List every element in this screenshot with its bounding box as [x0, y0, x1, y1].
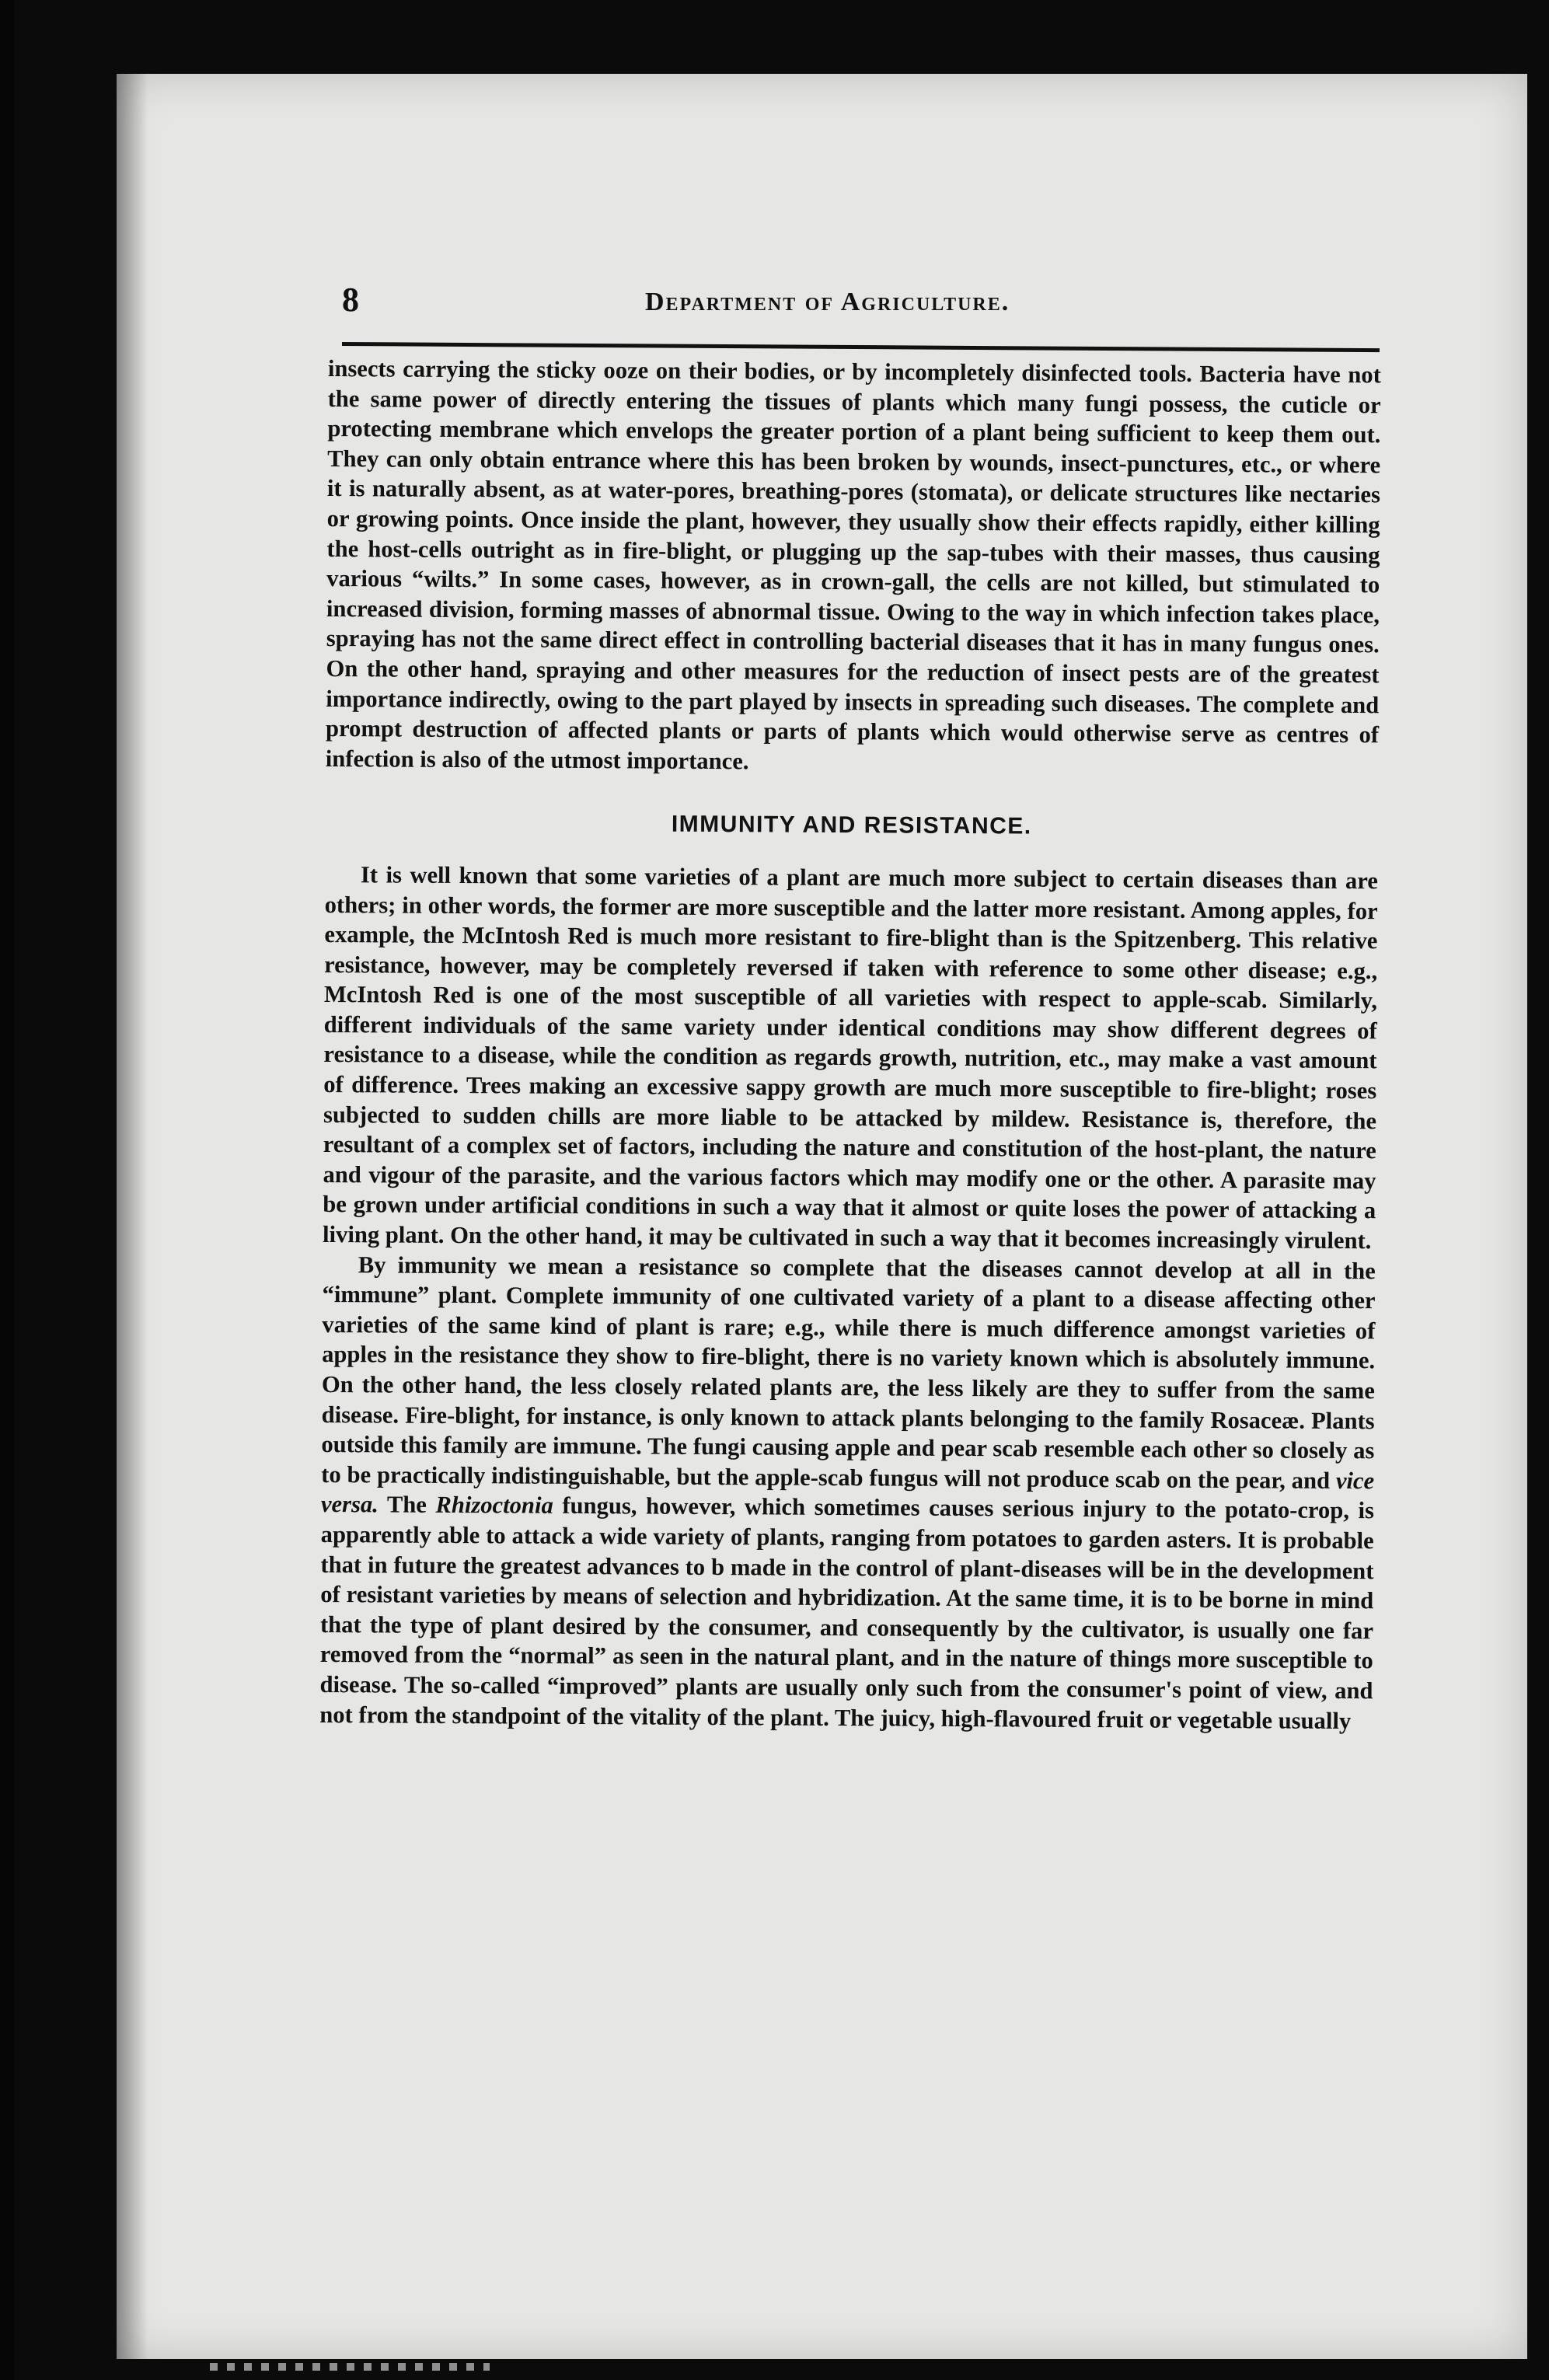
page-header [342, 280, 1376, 326]
scan-artifact [210, 2363, 490, 2371]
paragraph-immunity-intro: It is well known that some varieties of a plant are much more subject to certain diseases than are others; in other words, the former are more susceptible and the latter more resistant. Among apples, for example, the McIntosh Red is much more resistant to fire-blight than is the Spitzenberg. This relative resistance, however, may be completely reversed if taken with reference to some other disease; e.g., McIntosh Red is one of the most susceptible of all varieties with respect to apple-scab. Similarly, different individuals of the same variety under identical conditions may show different degrees of resistance to a disease, while the condition as regards growth, nutrition, etc., may make a vast amount of difference. Trees making an excessive sappy growth are much more susceptible to fire-blight; roses subjected to sudden chills are more liable to be attacked by mildew. Resistance is, therefore, the resultant of a complex set of factors, including the nature and constitution of the host-plant, the nature and vigour of the parasite, and the various factors which may modify one or the other. A parasite may be grown under artificial conditions in such a way that it almost or quite loses the power of attacking a living plant. On the other hand, it may be cultivated in such a way that it becomes increasingly virulent. [322, 861, 1378, 1255]
paragraph-immunity-definition [319, 1250, 1376, 1736]
text-run: By immunity we mean a resistance so complete that the diseases cannot develop at all in the “immune” plant. Complete immunity of one cultivated variety of a plant to a disease affecting other varieties of the same kind of plant is rare; e.g., while there is much difference amongst varieties of apples in the resistance they show to fire-blight, there is no variety known which is absolutely immune. On the other hand, the less closely related plants are, the less likely are they to suffer from the same disease. Fire-blight, for instance, is only known to attack plants belonging to the family Rosaceæ. Plants outside this family are immune. The fungi causing apple and pear scab resemble each other so closely as to be practically indistinguishable, but the apple-scab fungus will not produce scab on the pear, and [321, 1251, 1376, 1494]
section-heading: IMMUNITY AND RESISTANCE. [671, 811, 1032, 839]
italic-genus-name: Rhizoctonia [435, 1492, 553, 1520]
text-run: The [386, 1491, 427, 1519]
paragraph-continued: insects carrying the sticky ooze on their bodies, or by incompletely disinfected tools. Bacteria have not the same power of directly entering the tissues of plants which many fungi possess, the cuticle or protecting membrane which envelops the greater portion of a plant being sufficient to keep them out. They can only obtain entrance where this has been broken by wounds, insect-punctures, etc., or where it is naturally absent, as at water-pores, breathing-pores (stomata), or delicate structures like nectaries or growing points. Once inside the plant, however, they usually show their effects rapidly, either killing the host-cells outright as in fire-blight, or plugging up the sap-tubes with their masses, thus causing various “wilts.” In some cases, however, as in crown-gall, the cells are not killed, but stimulated to increased division, forming masses of abnormal tissue. Owing to the way in which infection takes place, spraying has not the same direct effect in controlling bacterial diseases that it has in many fungus ones. On the other hand, spraying and other measures for the reduction of insect pests are of the greatest importance indirectly, owing to the part played by insects in spreading such diseases. The complete and prompt destruction of affected plants or parts of plants which would otherwise serve as centres of infection is also of the utmost importance. [325, 354, 1381, 775]
body-text [319, 354, 1381, 1736]
page-number: 8 [342, 281, 359, 319]
running-head: Department of Agriculture. [645, 288, 1010, 316]
text-run: fungus, however, which sometimes causes serious injury to the potato-crop, is apparently able to attack a wide variety of plants, ranging from potatoes to garden asters. It is probable that in future the greatest advances to b made in the control of plant-diseases will be in the development of resistant varieties by means of selection and hybridization. At the same time, it is to be borne in mind that the type of plant desired by the consumer, and consequently by the cultivator, is usually one far removed from the “normal” as seen in the natural plant, and in the nature of things more susceptible to disease. The so-called “improved” plants are usually only such from the consumer's point of view, and not from the standpoint of the vitality of the plant. The juicy, high-flavoured fruit or vegetable usually [319, 1492, 1375, 1734]
italic-text: vice versa. [320, 1467, 1375, 1518]
binding-shadow [117, 74, 148, 2359]
